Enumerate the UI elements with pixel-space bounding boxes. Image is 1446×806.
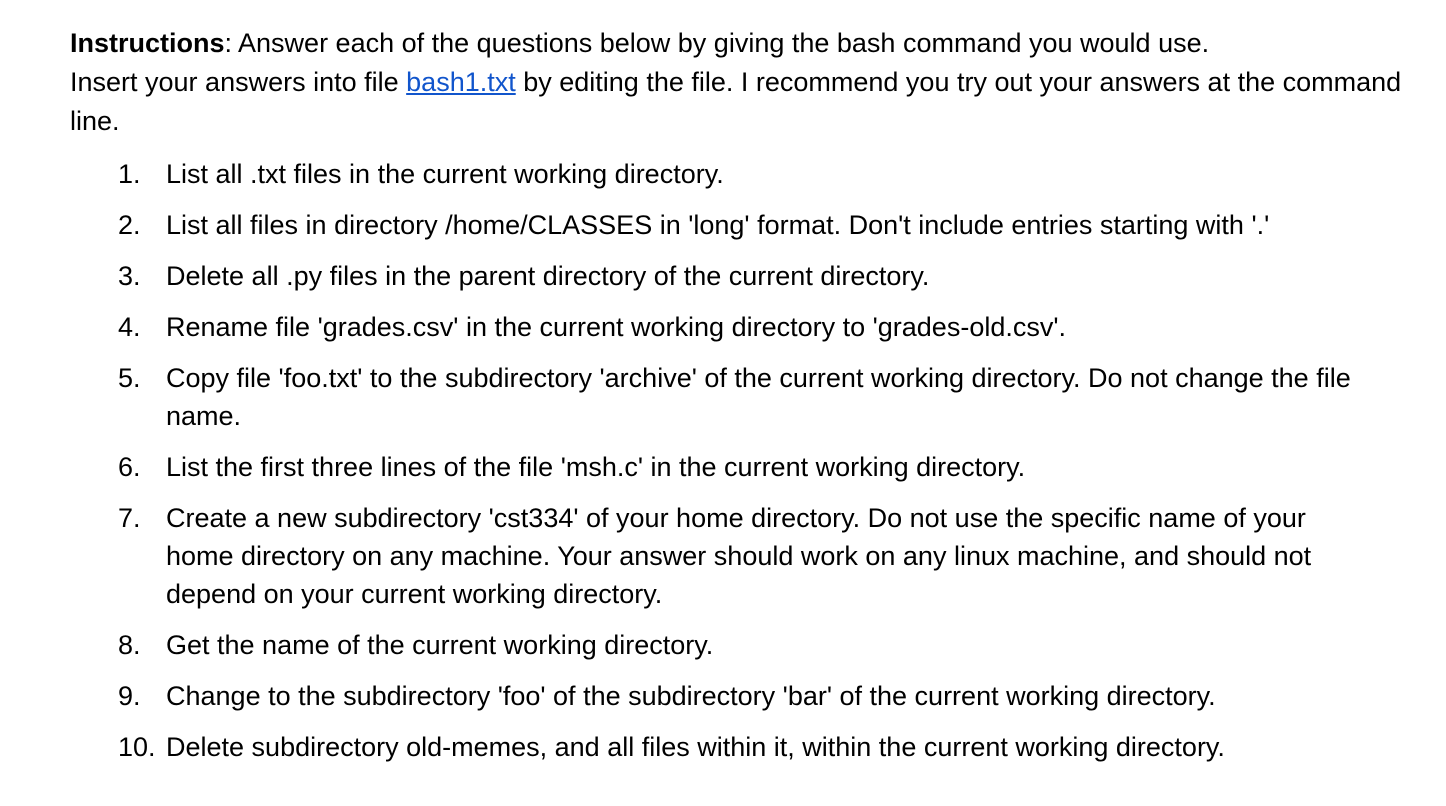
- question-text: Delete subdirectory old-memes, and all files within it, within the current working directory.: [166, 732, 1225, 762]
- question-number: 2.: [118, 210, 141, 240]
- question-text: Rename file 'grades.csv' in the current working directory to 'grades-old.csv'.: [166, 312, 1067, 342]
- question-number: 5.: [118, 363, 141, 393]
- question-item: [70, 308, 1406, 346]
- bash1-file-link[interactable]: bash1.txt: [406, 67, 516, 97]
- question-list: [70, 155, 1406, 766]
- question-text: List all files in directory /home/CLASSES in 'long' format. Don't include entries starting with '.': [166, 210, 1270, 240]
- question-text: Delete all .py files in the parent directory of the current directory.: [166, 261, 930, 291]
- instructions-paragraph: [70, 24, 1406, 141]
- instructions-label: Instructions: [70, 28, 225, 58]
- question-item: [70, 257, 1406, 295]
- question-item: [70, 448, 1406, 486]
- question-item: [70, 359, 1406, 435]
- question-number: 10.: [118, 732, 156, 762]
- question-number: 8.: [118, 630, 141, 660]
- question-text: Get the name of the current working directory.: [166, 630, 714, 660]
- question-item: [70, 677, 1406, 715]
- question-text: Change to the subdirectory 'foo' of the subdirectory 'bar' of the current working directory.: [166, 681, 1216, 711]
- question-text: Copy file 'foo.txt' to the subdirectory 'archive' of the current working directory. Do not change the file name.: [166, 363, 1351, 431]
- instructions-before-link: Insert your answers into file: [70, 67, 407, 97]
- question-item: [70, 206, 1406, 244]
- question-item: [70, 626, 1406, 664]
- question-item: [70, 499, 1406, 613]
- question-text: List the first three lines of the file 'msh.c' in the current working directory.: [166, 452, 1026, 482]
- instructions-sentence: : Answer each of the questions below by giving the bash command you would use.: [224, 28, 1210, 58]
- question-number: 6.: [118, 452, 141, 482]
- question-item: [70, 728, 1406, 766]
- question-number: 1.: [118, 159, 141, 189]
- question-text: Create a new subdirectory 'cst334' of your home directory. Do not use the specific name of your home directory on any machine. Your answer should work on any linux machine, and should not depend on your current working directory.: [166, 503, 1312, 609]
- question-number: 4.: [118, 312, 141, 342]
- instructions-after-link: by editing the file. I recommend you try out your answers at the command line.: [70, 67, 1402, 136]
- question-text: List all .txt files in the current working directory.: [166, 159, 724, 189]
- question-number: 9.: [118, 681, 141, 711]
- question-item: [70, 155, 1406, 193]
- question-number: 7.: [118, 503, 141, 533]
- question-number: 3.: [118, 261, 141, 291]
